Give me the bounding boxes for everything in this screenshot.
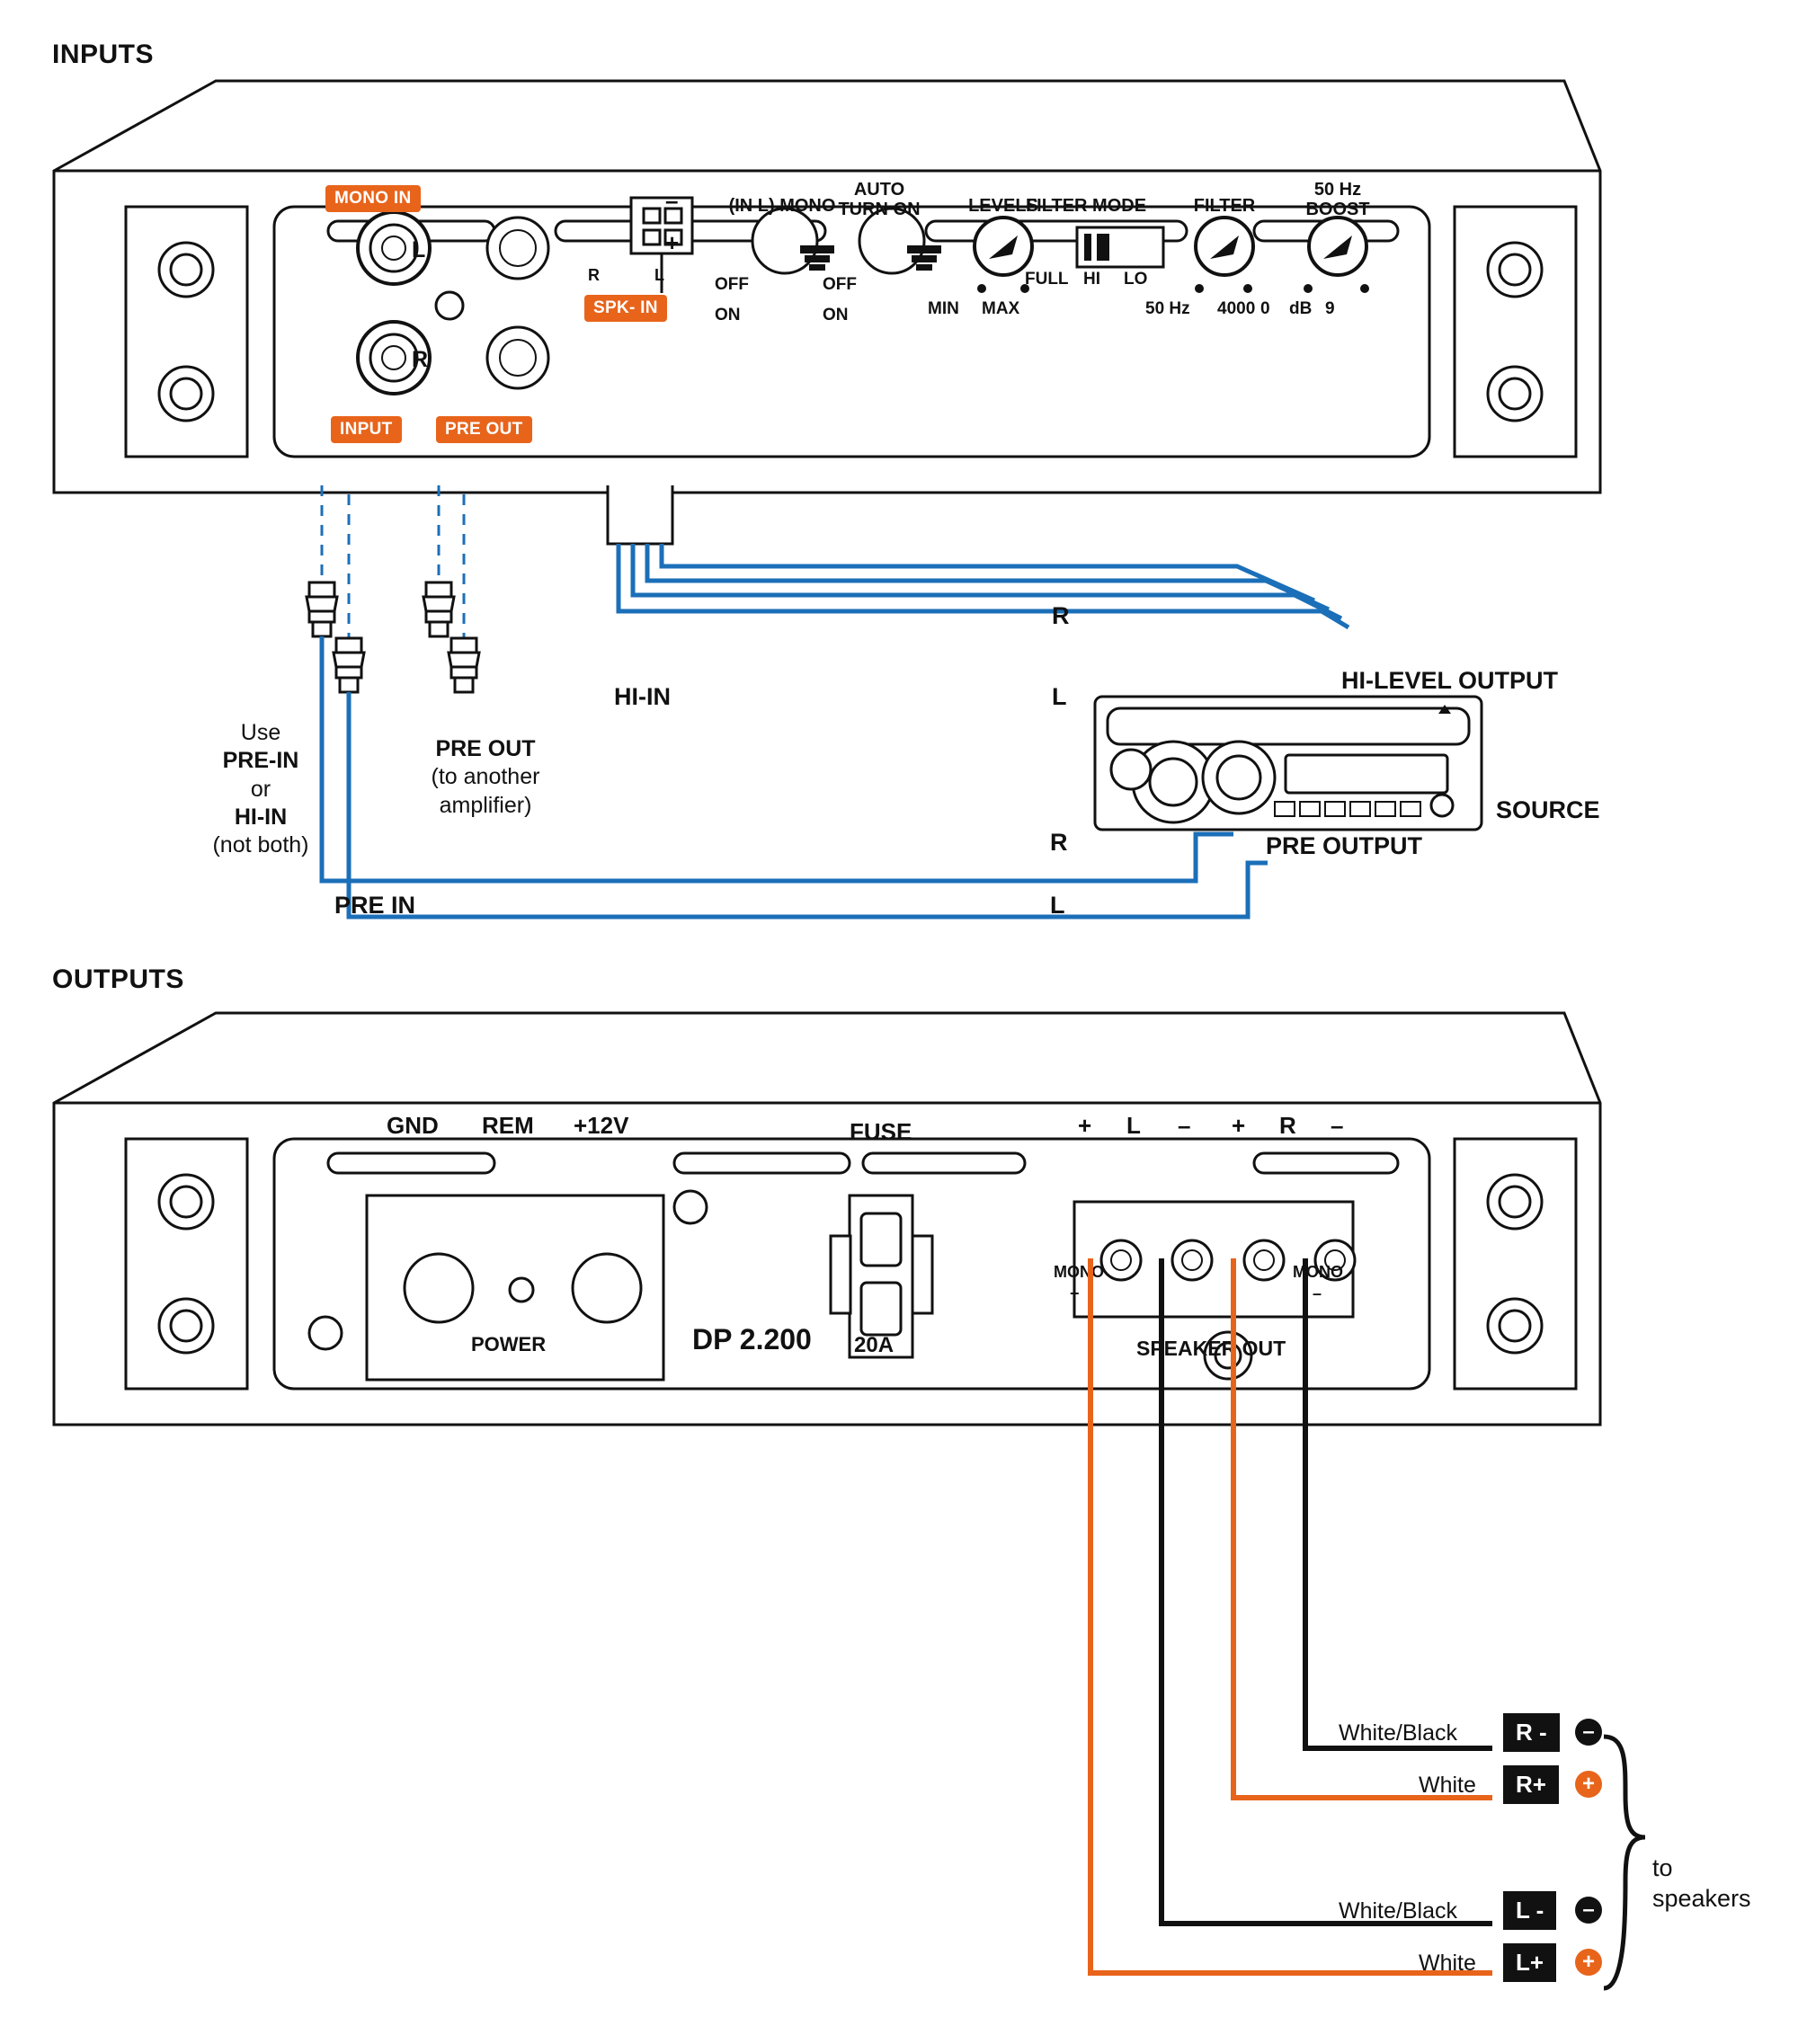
use-note-line3: or: [250, 776, 271, 802]
speaker-terminal-r: R: [1279, 1112, 1296, 1139]
use-note: [175, 719, 346, 859]
tag-pre-out: PRE OUT: [436, 416, 532, 443]
section-title-inputs: INPUTS: [52, 40, 155, 69]
levels-min-label: MIN: [928, 299, 959, 318]
mono-minus-line2: –: [1313, 1284, 1322, 1302]
in-l-mono-option-off: OFF: [715, 275, 749, 294]
use-note-line1: Use: [240, 720, 281, 745]
boost-mid-label: dB: [1289, 299, 1313, 318]
spk-in-l-label: L: [654, 266, 664, 284]
speaker-chip-label-1: R+: [1503, 1765, 1559, 1804]
filter-mode-option-full: FULL: [1025, 270, 1069, 289]
speaker-terminal-l: L: [1126, 1112, 1141, 1139]
label-gnd: GND: [387, 1112, 439, 1139]
control-title-filter: FILTER: [1193, 196, 1256, 216]
speaker-chip-label-3: L+: [1503, 1943, 1556, 1982]
speaker-wire-name-0: White/Black: [1339, 1720, 1457, 1746]
label-model: DP 2.200: [692, 1323, 812, 1355]
levels-max-label: MAX: [982, 299, 1020, 318]
control-title-filter-mode: FILTER MODE: [1025, 196, 1147, 216]
speaker-wire-name-2: White/Black: [1339, 1898, 1457, 1924]
rca-label-left: L: [412, 237, 426, 262]
label-fuse: FUSE: [850, 1118, 912, 1145]
label-pre-output: PRE OUTPUT: [1266, 832, 1423, 859]
label-pre-in: PRE IN: [334, 892, 416, 919]
boost-min-label: 0: [1260, 299, 1270, 318]
speaker-chip-label-0: R -: [1503, 1713, 1560, 1752]
tag-spk-in: SPK- IN: [584, 295, 667, 322]
boost-max-label: 9: [1325, 299, 1335, 318]
label-pre-r: R: [1050, 829, 1068, 856]
speaker-terminal-l-minus: –: [1178, 1112, 1191, 1139]
speaker-polarity-0: –: [1575, 1719, 1602, 1746]
speaker-chip-2: [1503, 1891, 1556, 1930]
spk-in-plus-label: +: [665, 229, 680, 256]
control-title-50hz-boost-line1: 50 Hz: [1313, 180, 1362, 200]
speaker-polarity-2: –: [1575, 1897, 1602, 1924]
pre-out-note-line3: amplifier): [439, 792, 532, 818]
use-note-line4: HI-IN: [234, 804, 288, 830]
pre-out-note-line2: (to another: [431, 764, 540, 790]
label-hi-level-output: HI-LEVEL OUTPUT: [1341, 667, 1559, 694]
mono-plus-line1: MONO: [1054, 1263, 1104, 1281]
rca-label-right: R: [412, 347, 429, 372]
label-fuse-rating: 20A: [854, 1333, 895, 1357]
speaker-wire-name-3: White: [1419, 1951, 1476, 1976]
mono-plus-line2: +: [1070, 1284, 1080, 1302]
tag-mono-in: MONO IN: [325, 185, 421, 212]
speaker-terminal-l-plus: +: [1078, 1112, 1092, 1139]
auto-turn-on-option-off: OFF: [823, 275, 857, 294]
speaker-polarity-3: +: [1575, 1949, 1602, 1976]
label-pre-l: L: [1050, 892, 1065, 919]
to-speakers-note: [1652, 1853, 1751, 1915]
speaker-chip-3: [1503, 1943, 1556, 1982]
label-hi-in: HI-IN: [614, 683, 671, 710]
label-hi-r: R: [1052, 602, 1070, 629]
filter-max-label: 4000: [1217, 299, 1256, 318]
in-l-mono-option-on: ON: [715, 306, 741, 324]
label-rem: REM: [482, 1112, 534, 1139]
spk-in-minus-label: –: [665, 187, 679, 214]
filter-min-label: 50 Hz: [1145, 299, 1190, 318]
control-title-auto-turn-on-line1: AUTO: [853, 180, 905, 200]
speaker-terminal-r-plus: +: [1232, 1112, 1246, 1139]
control-title-in-l-mono: (IN L) MONO: [728, 196, 836, 216]
spk-in-r-label: R: [588, 266, 600, 284]
auto-turn-on-option-on: ON: [823, 306, 849, 324]
control-title-50hz-boost-line2: BOOST: [1305, 200, 1370, 219]
label-source: SOURCE: [1496, 796, 1600, 823]
to-speakers-line1: to: [1652, 1854, 1673, 1881]
speaker-chip-label-2: L -: [1503, 1891, 1556, 1930]
speaker-chip-0: [1503, 1713, 1560, 1752]
control-title-levels: LEVELS: [968, 196, 1038, 216]
filter-mode-option-lo: LO: [1124, 270, 1148, 289]
speaker-terminal-r-minus: –: [1331, 1112, 1344, 1139]
label-plus12v: +12V: [574, 1112, 629, 1139]
pre-out-note-line1: PRE OUT: [435, 736, 536, 761]
section-title-outputs: OUTPUTS: [52, 964, 184, 994]
speaker-chip-1: [1503, 1765, 1559, 1804]
use-note-line5: (not both): [212, 832, 309, 858]
control-title-auto-turn-on-line2: TURN ON: [838, 200, 921, 219]
use-note-line2: PRE-IN: [222, 748, 299, 774]
speaker-wire-name-1: White: [1419, 1773, 1476, 1798]
filter-mode-option-hi: HI: [1083, 270, 1100, 289]
to-speakers-line2: speakers: [1652, 1884, 1751, 1912]
label-speaker-out: SPEAKER OUT: [1136, 1337, 1286, 1360]
speaker-polarity-1: +: [1575, 1771, 1602, 1798]
pre-out-note: [387, 735, 584, 820]
mono-minus-line1: MONO: [1293, 1263, 1343, 1281]
tag-input: INPUT: [331, 416, 402, 443]
label-power-block: POWER: [471, 1333, 547, 1355]
label-hi-l: L: [1052, 683, 1067, 710]
